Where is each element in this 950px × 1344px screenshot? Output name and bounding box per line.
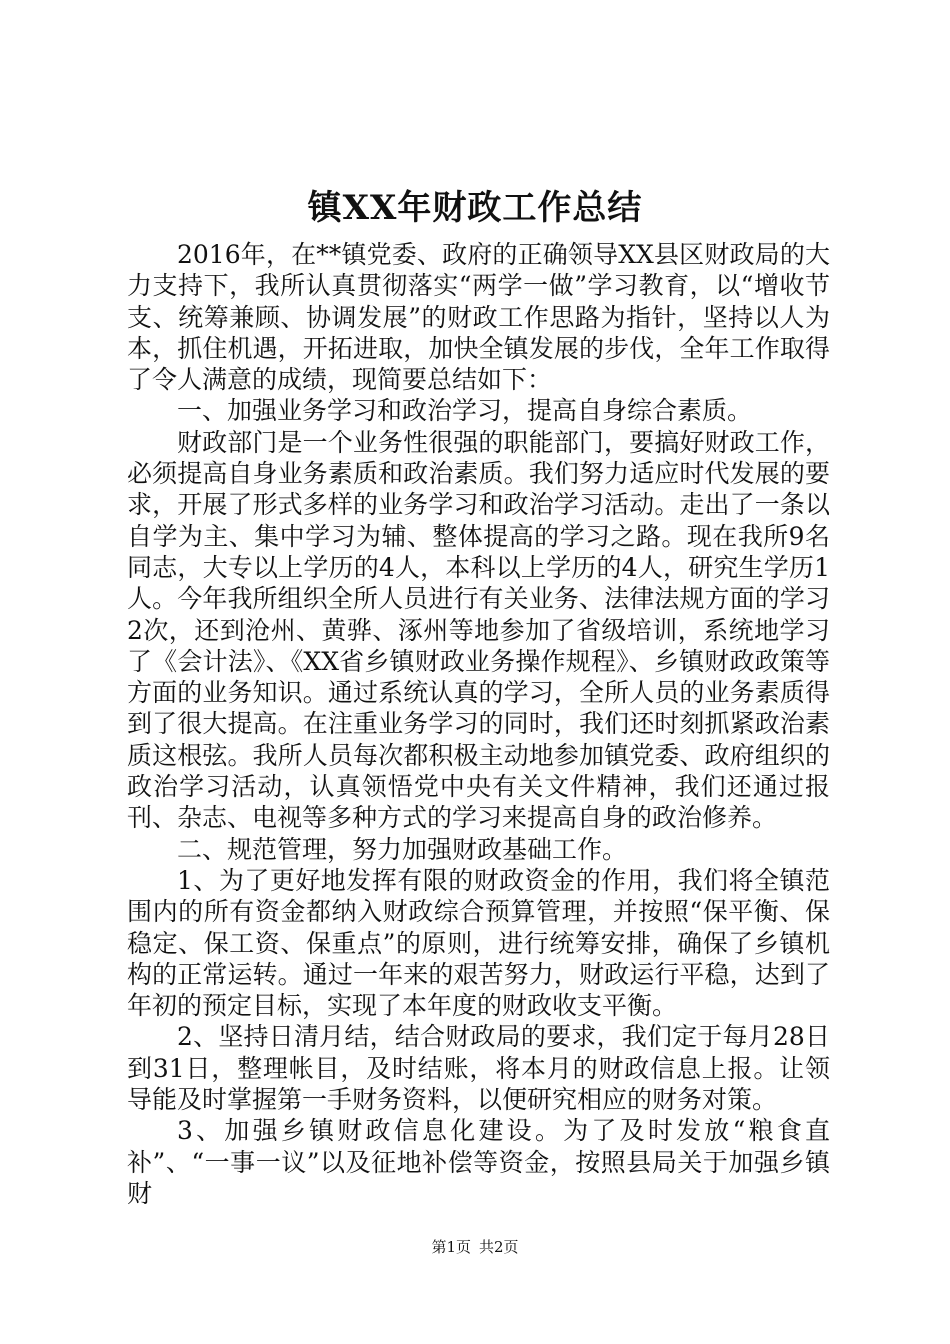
page-total: 共2页 [479,1238,519,1256]
document-body [127,239,830,1209]
intro-paragraph: 2016年，在**镇党委、政府的正确领导XX县区财政局的大力支持下，我所认真贯彻落实“两学一做”学习教育，以“增收节支、统筹兼顾、协调发展”的财政工作思路为指针，坚持以人为本，抓住机遇，开拓进取，加快全镇发展的步伐，全年工作取得了令人满意的成绩，现简要总结如下： [127,240,830,395]
document-title: 镇XX年财政工作总结 [307,188,643,228]
body-paragraph: 2、坚持日清月结，结合财政局的要求，我们定于每月28日到31日，整理帐目，及时结账，将本月的财政信息上报。让领导能及时掌握第一手财务资料，以便研究相应的财务对策。 [127,1022,830,1115]
body-paragraph: 3、加强乡镇财政信息化建设。为了及时发放“粮食直补”、“一事一议”以及征地补偿等资金，按照县局关于加强乡镇财 [127,1116,830,1208]
page-number: 第1页 [431,1238,471,1256]
page-footer [0,1237,950,1257]
section-heading-2: 二、规范管理，努力加强财政基础工作。 [177,834,628,864]
body-paragraph: 财政部门是一个业务性很强的职能部门，要搞好财政工作，必须提高自身业务素质和政治素质。我们努力适应时代发展的要求，开展了形式多样的业务学习和政治学习活动。走出了一条以自学为主、集中学习为辅、整体提高的学习之路。现在我所9名同志，大专以上学历的4人，本科以上学历的4人，研究生学历1人。今年我所组织全所人员进行有关业务、法律法规方面的学习2次，还到沧州、黄骅、涿州等地参加了省级培训，系统地学习了《会计法》、《XX省乡镇财政业务操作规程》、乡镇财政政策等方面的业务知识。通过系统认真的学习，全所人员的业务素质得到了很大提高。在注重业务学习的同时，我们还时刻抓紧政治素质这根弦。我所人员每次都积极主动地参加镇党委、政府组织的政治学习活动，认真领悟党中央有关文件精神，我们还通过报刊、杂志、电视等多种方式的学习来提高自身的政治修养。 [127,427,830,833]
section-heading-1: 一、加强业务学习和政治学习，提高自身综合素质。 [177,396,753,426]
body-paragraph: 1、为了更好地发挥有限的财政资金的作用，我们将全镇范围内的所有资金都纳入财政综合预算管理，并按照“保平衡、保稳定、保工资、保重点”的原则，进行统筹安排，确保了乡镇机构的正常运转。通过一年来的艰苦努力，财政运行平稳，达到了年初的预定目标，实现了本年度的财政收支平衡。 [127,865,830,1021]
